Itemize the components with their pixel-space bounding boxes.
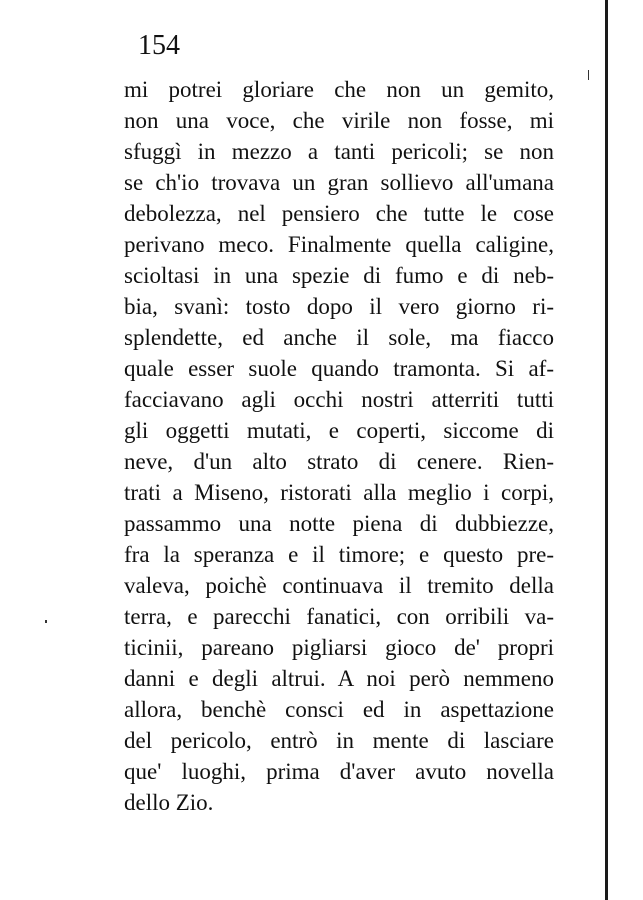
text-line: debolezza, nel pensiero che tutte le cose (124, 201, 554, 226)
text-line: ticinii, pareano pigliarsi gioco de' propri (124, 635, 554, 660)
text-line: scioltasi in una spezie di fumo e di neb- (124, 263, 554, 288)
text-line: splendette, ed anche il sole, ma fiacco (124, 325, 554, 350)
page-number: 154 (138, 30, 180, 61)
text-line: valeva, poichè continuava il tremito della (124, 573, 554, 598)
text-line: danni e degli altrui. A noi però nemmeno (124, 666, 554, 691)
text-line: gli oggetti mutati, e coperti, siccome di (124, 418, 554, 443)
body-text (124, 74, 554, 818)
text-line: que' luoghi, prima d'aver avuto novella (124, 759, 554, 784)
ink-mark (45, 620, 47, 623)
ink-mark (588, 70, 589, 80)
text-line: sfuggì in mezzo a tanti pericoli; se non (124, 139, 554, 164)
page-edge-rule (605, 0, 608, 900)
text-line: del pericolo, entrò in mente di lasciare (124, 728, 554, 753)
text-line: bia, svanì: tosto dopo il vero giorno ri- (124, 294, 554, 319)
text-line: perivano meco. Finalmente quella caligine, (124, 232, 554, 257)
text-line: neve, d'un alto strato di cenere. Rien- (124, 449, 554, 474)
text-line: fra la speranza e il timore; e questo pre- (124, 542, 554, 567)
text-line: facciavano agli occhi nostri atterriti tutti (124, 387, 554, 412)
text-line: quale esser suole quando tramonta. Si af- (124, 356, 554, 381)
text-line: passammo una notte piena di dubbiezze, (124, 511, 554, 536)
text-line: non una voce, che virile non fosse, mi (124, 108, 554, 133)
text-line: trati a Miseno, ristorati alla meglio i corpi, (124, 480, 554, 505)
text-line: mi potrei gloriare che non un gemito, (124, 77, 554, 102)
text-line: dello Zio. (124, 790, 214, 815)
text-line: terra, e parecchi fanatici, con orribili va- (124, 604, 554, 629)
text-line: se ch'io trovava un gran sollievo all'umana (124, 170, 554, 195)
text-line: allora, benchè consci ed in aspettazione (124, 697, 554, 722)
